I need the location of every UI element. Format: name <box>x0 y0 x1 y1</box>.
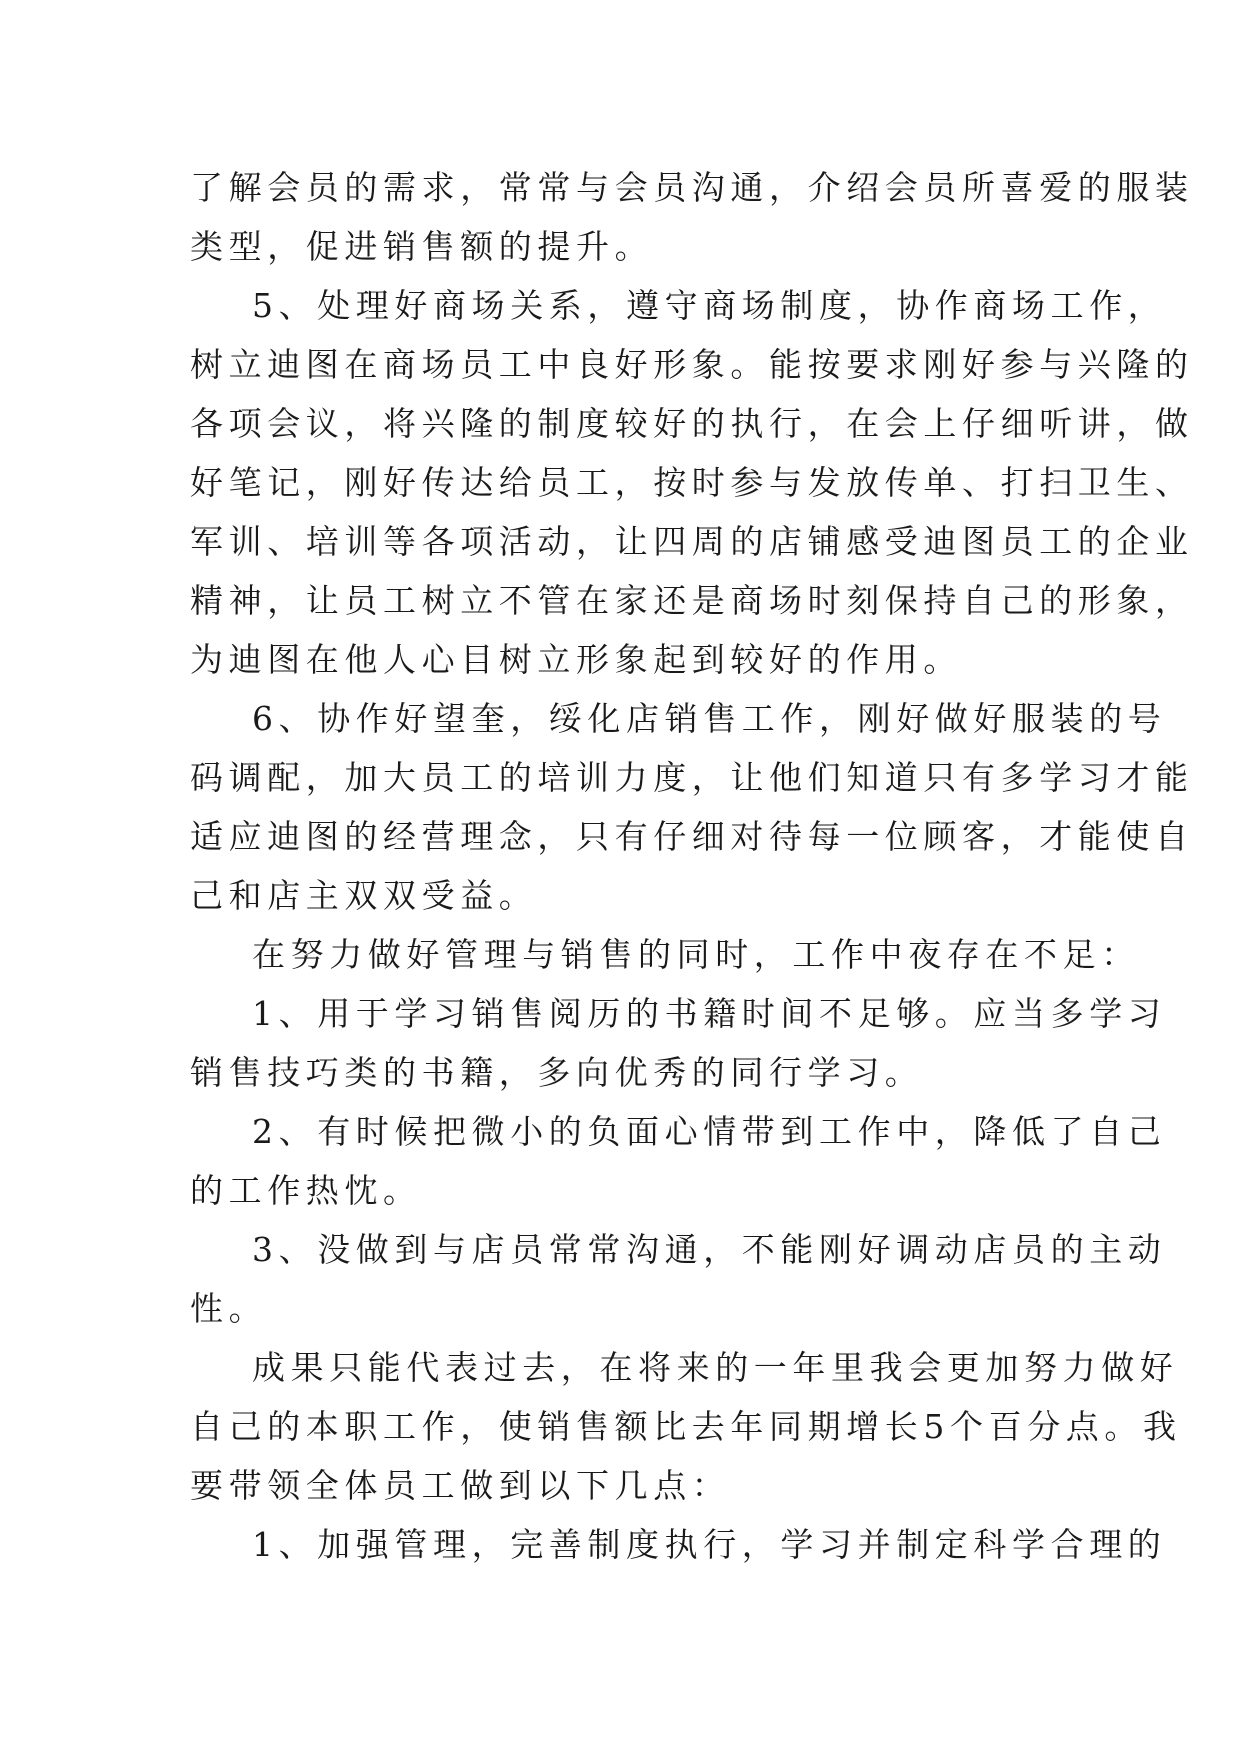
document-body <box>190 158 1194 1574</box>
text-line: 类型，促进销售额的提升。 <box>190 227 654 266</box>
text-line: 的工作热忱。 <box>190 1171 422 1210</box>
text-line: 3、没做到与店员常常沟通，不能刚好调动店员的主动 <box>252 1230 1167 1269</box>
text-line: 适应迪图的经营理念，只有仔细对待每一位顾客，才能使自 <box>190 817 1194 856</box>
text-line: 销售技巧类的书籍，多向优秀的同行学习。 <box>190 1053 924 1092</box>
text-line: 在努力做好管理与销售的同时，工作中夜存在不足： <box>252 935 1140 974</box>
text-line: 为迪图在他人心目树立形象起到较好的作用。 <box>190 640 962 679</box>
text-line: 各项会议，将兴隆的制度较好的执行，在会上仔细听讲，做 <box>190 404 1194 443</box>
text-line: 1、用于学习销售阅历的书籍时间不足够。应当多学习 <box>252 994 1167 1033</box>
text-line: 精神，让员工树立不管在家还是商场时刻保持自己的形象， <box>190 581 1194 620</box>
text-line: 树立迪图在商场员工中良好形象。能按要求刚好参与兴隆的 <box>190 345 1194 384</box>
text-line: 1、加强管理，完善制度执行，学习并制定科学合理的 <box>252 1525 1167 1564</box>
text-line: 军训、培训等各项活动，让四周的店铺感受迪图员工的企业 <box>190 522 1194 561</box>
text-line: 6、协作好望奎，绥化店销售工作，刚好做好服装的号 <box>252 699 1167 738</box>
text-line: 性。 <box>190 1289 268 1328</box>
text-line: 码调配，加大员工的培训力度，让他们知道只有多学习才能 <box>190 758 1194 797</box>
text-line: 要带领全体员工做到以下几点： <box>190 1466 731 1505</box>
text-line: 2、有时候把微小的负面心情带到工作中，降低了自己 <box>252 1112 1167 1151</box>
text-line: 自己的本职工作，使销售额比去年同期增长5个百分点。我 <box>190 1407 1182 1446</box>
text-line: 好笔记，刚好传达给员工，按时参与发放传单、打扫卫生、 <box>190 463 1194 502</box>
text-line: 5、处理好商场关系，遵守商场制度，协作商场工作， <box>252 286 1167 325</box>
text-line: 己和店主双双受益。 <box>190 876 538 915</box>
text-line: 成果只能代表过去，在将来的一年里我会更加努力做好 <box>252 1348 1179 1387</box>
text-line: 了解会员的需求，常常与会员沟通，介绍会员所喜爱的服装 <box>190 168 1194 207</box>
